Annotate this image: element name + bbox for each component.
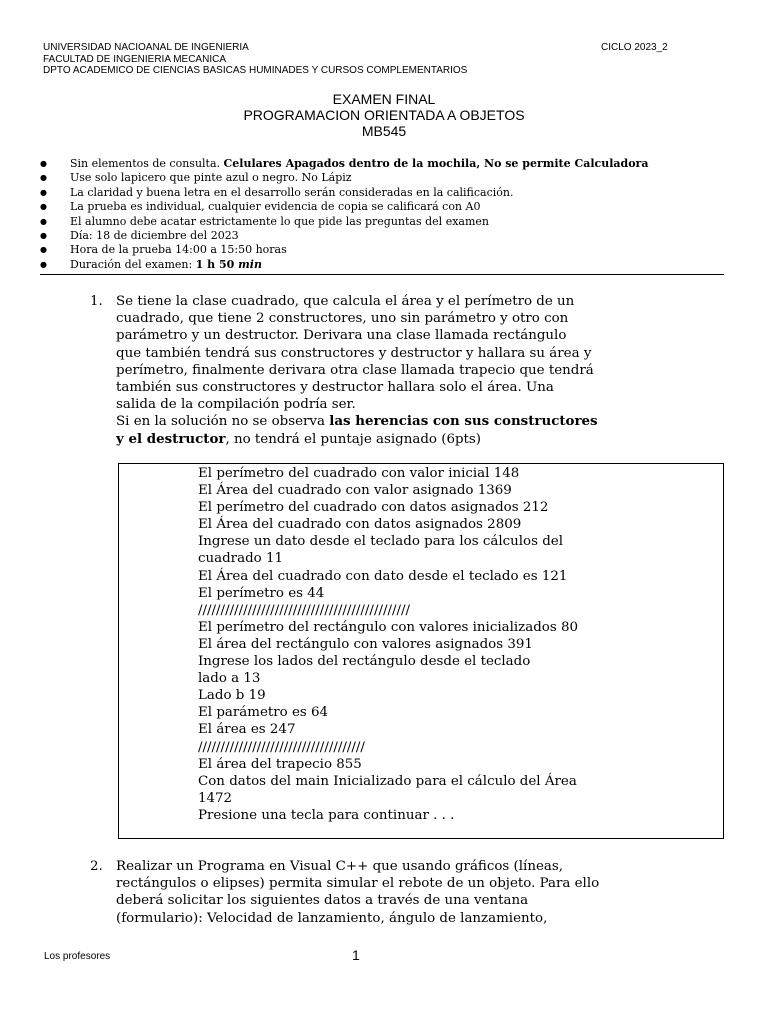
question-note: y el destructor, no tendrá el puntaje asignado (6pts) [116, 430, 482, 447]
output-line: El parámetro es 64 [198, 705, 329, 721]
output-line: El perímetro del cuadrado con datos asignados 212 [198, 500, 549, 516]
output-line: Ingrese un dato desde el teclado para los cálculos del [198, 534, 563, 550]
output-line: Lado b 19 [198, 688, 266, 704]
output-line: El Área del cuadrado con datos asignados 2809 [198, 517, 522, 533]
question-number: 1. [90, 294, 103, 309]
question-line: perímetro, finalmente derivara otra clase llamada trapecio que tendrá [116, 362, 594, 378]
output-line: Ingrese los lados del rectángulo desde el teclado [198, 654, 531, 670]
cycle-label: CICLO 2023_2 [601, 42, 668, 53]
rule-item: ● Día: 18 de diciembre del 2023 [40, 229, 720, 243]
question-note: Si en la solución no se observa las herencias con sus constructores [116, 413, 598, 430]
question-line: parámetro y un destructor. Derivara una clase llamada rectángulo [116, 328, 567, 344]
duration-value: 1 h 50 [195, 257, 239, 271]
question-text [90, 858, 635, 927]
rule-item: ● La claridad y buena letra en el desarrollo serán consideradas en la calificación. [40, 186, 720, 200]
rule-item: ● Use solo lapicero que pinte azul o negro. No Lápiz [40, 171, 720, 185]
output-line: Con datos del main Inicializado para el cálculo del Área [198, 773, 577, 789]
output-line: El área del trapecio 855 [198, 756, 362, 772]
rule-emphasis: Celulares Apagados dentro de la mochila, No se permite Calculadora [223, 157, 649, 170]
question-text [90, 293, 660, 448]
rule-item: ● La prueba es individual, cualquier evidencia de copia se calificará con A0 [40, 200, 720, 214]
output-line: El área del rectángulo con valores asignados 391 [198, 636, 533, 652]
question-line: Se tiene la clase cuadrado, que calcula el área y el perímetro de un [116, 294, 575, 309]
question-line: también sus constructores y destructor hallara solo el área. Una [116, 380, 554, 396]
exam-title: EXAMEN FINAL [332, 91, 436, 107]
rule-item: ● El alumno debe acatar estrictamente lo que pide las preguntas del examen [40, 215, 720, 229]
duration-unit: min [238, 257, 262, 271]
university-name: UNIVERSIDAD NACIOANAL DE INGENIERIA [43, 42, 249, 53]
exam-titles [0, 91, 768, 139]
sample-output-text [198, 465, 578, 824]
output-line: Presione una tecla para continuar . . . [198, 807, 455, 823]
output-line: El perímetro del rectángulo con valores inicializados 80 [198, 619, 579, 635]
page-number: 1 [352, 947, 360, 963]
output-line: El área es 247 [198, 722, 296, 738]
department-name: DPTO ACADEMICO DE CIENCIAS BASICAS HUMINADES Y CURSOS COMPLEMENTARIOS [43, 65, 468, 76]
footer-signature: Los profesores [44, 951, 111, 962]
output-line: El perímetro del cuadrado con valor inicial 148 [198, 466, 520, 481]
course-title: PROGRAMACION ORIENTADA A OBJETOS [243, 107, 525, 123]
question-line: deberá solicitar los siguientes datos a través de una ventana [116, 893, 529, 909]
output-line: El Área del cuadrado con dato desde el teclado es 121 [198, 568, 568, 584]
question-line: salida de la compilación podría ser. [116, 397, 356, 413]
output-line: ///////////////////////////////////// [198, 739, 365, 755]
section-divider [40, 274, 724, 275]
output-line: El perímetro es 44 [198, 585, 325, 601]
question-line: (formulario): Velocidad de lanzamiento, ángulo de lanzamiento, [116, 910, 548, 926]
output-line: El Área del cuadrado con valor asignado 1369 [198, 483, 512, 499]
course-code: MB545 [361, 123, 407, 139]
university-header [43, 42, 467, 77]
faculty-name: FACULTAD DE INGENIERIA MECANICA [43, 53, 226, 65]
output-line: /////////////////////////////////////////////// [198, 602, 411, 618]
question-line: Realizar un Programa en Visual C++ que usando gráficos (líneas, [116, 859, 564, 874]
output-line: 1472 [198, 790, 233, 806]
rule-item: ● Sin elementos de consulta. Celulares Apagados dentro de la mochila, No se permite Calculadora [40, 157, 720, 171]
question-line: rectángulos o elipses) permita simular el rebote de un objeto. Para ello [116, 876, 600, 892]
question-2 [90, 858, 635, 927]
question-1 [90, 293, 660, 448]
rule-item: ● Duración del examen: 1 h 50 min [40, 258, 720, 272]
question-line: cuadrado, que tiene 2 constructores, uno sin parámetro y otro con [116, 311, 569, 327]
question-line: que también tendrá sus constructores y destructor y hallara su área y [116, 345, 592, 361]
output-line: lado a 13 [198, 671, 261, 687]
question-number: 2. [90, 859, 103, 874]
rule-item: ● Hora de la prueba 14:00 a 15:50 horas [40, 243, 720, 257]
output-line: cuadrado 11 [198, 551, 283, 567]
exam-rules-list [40, 157, 720, 272]
